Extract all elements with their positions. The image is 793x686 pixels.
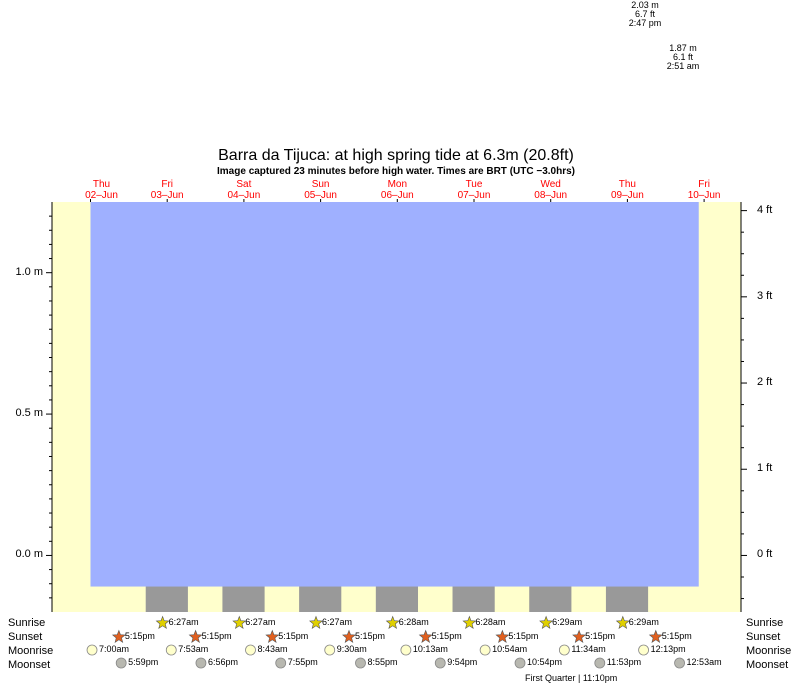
moonset-time: 12:53am bbox=[686, 657, 722, 667]
row-label-sunset-right: Sunset bbox=[746, 631, 781, 643]
moonrise-circle-icon bbox=[559, 645, 569, 655]
right-tick-label: 2 ft bbox=[757, 376, 773, 389]
sunset-star-icon bbox=[420, 631, 432, 643]
sunset-time: 5:15pm bbox=[201, 631, 232, 641]
left-tick-label: 1.0 m bbox=[15, 265, 43, 278]
moonset-circle-icon bbox=[276, 658, 286, 668]
moonset-circle-icon bbox=[595, 658, 605, 668]
sunset-time: 5:15pm bbox=[508, 631, 539, 641]
moonset-circle-icon bbox=[515, 658, 525, 668]
row-label-moonset-right: Moonset bbox=[746, 659, 789, 671]
sunset-time: 5:15pm bbox=[585, 631, 616, 641]
moonrise-time: 9:30am bbox=[336, 644, 367, 654]
row-label-sunset-left: Sunset bbox=[8, 631, 43, 643]
day-label-date: 04–Jun bbox=[227, 190, 261, 201]
sunset-star-icon bbox=[113, 631, 125, 643]
sunset-star-icon bbox=[343, 631, 355, 643]
high-water-1-time: 2:47 pm bbox=[628, 18, 662, 28]
right-tick-label: 4 ft bbox=[757, 203, 773, 216]
day-label-dow: Fri bbox=[698, 179, 710, 190]
high-water-label-2 bbox=[656, 44, 710, 71]
day-label bbox=[151, 179, 184, 201]
left-tick-label: 0.5 m bbox=[15, 407, 43, 420]
sunrise-star-icon bbox=[310, 617, 322, 629]
moonset-time: 6:56pm bbox=[207, 657, 238, 667]
sunrise-time: 6:29am bbox=[552, 617, 583, 627]
day-label bbox=[381, 179, 414, 201]
right-tick-label: 0 ft bbox=[757, 548, 773, 561]
sunset-time: 5:15pm bbox=[431, 631, 462, 641]
row-label-sunrise-right: Sunrise bbox=[746, 617, 784, 629]
day-label-date: 02–Jun bbox=[85, 190, 118, 201]
sunset-star-icon bbox=[266, 631, 278, 643]
left-tick-label: 0.0 m bbox=[15, 548, 43, 561]
moonrise-circle-icon bbox=[480, 645, 490, 655]
right-axis-ticks bbox=[741, 211, 747, 599]
day-label-dow: Sat bbox=[236, 179, 252, 190]
moonrise-circle-icon bbox=[245, 645, 255, 655]
day-label-dow: Wed bbox=[540, 179, 561, 190]
moonrise-time: 12:13pm bbox=[650, 644, 686, 654]
day-label-date: 07–Jun bbox=[457, 190, 491, 201]
day-label bbox=[227, 179, 260, 201]
moonrise-time: 11:34am bbox=[571, 644, 606, 654]
sunrise-time: 6:29am bbox=[628, 617, 659, 627]
sunrise-star-icon bbox=[233, 617, 245, 629]
sunrise-star-icon bbox=[156, 617, 168, 629]
day-label-date: 08–Jun bbox=[534, 190, 568, 201]
moonset-circle-icon bbox=[196, 658, 206, 668]
high-water-2-time: 2:51 am bbox=[666, 61, 700, 71]
sunrise-time: 6:27am bbox=[245, 617, 276, 627]
day-label bbox=[458, 179, 491, 201]
sunrise-star-icon bbox=[387, 617, 399, 629]
sunset-star-icon bbox=[573, 631, 585, 643]
day-label-dow: Sun bbox=[311, 179, 330, 190]
moonrise-time: 7:53am bbox=[178, 644, 209, 654]
day-label-date: 10–Jun bbox=[687, 190, 721, 201]
sunset-time: 5:15pm bbox=[124, 631, 155, 641]
high-water-label-1 bbox=[618, 1, 672, 28]
chart-title: Barra da Tijuca: at high spring tide at 6.3m (20.8ft) bbox=[218, 147, 574, 164]
day-label-dow: Mon bbox=[387, 179, 408, 190]
moonset-time: 7:55pm bbox=[287, 657, 318, 667]
sunrise-time: 6:28am bbox=[398, 617, 429, 627]
tide-water-area bbox=[91, 202, 699, 587]
sunrise-time: 6:28am bbox=[475, 617, 506, 627]
moonrise-circle-icon bbox=[166, 645, 176, 655]
row-label-moonrise-right: Moonrise bbox=[746, 645, 792, 657]
sunset-time: 5:15pm bbox=[278, 631, 309, 641]
row-label-moonrise-left: Moonrise bbox=[8, 645, 54, 657]
sunrise-star-icon bbox=[540, 617, 552, 629]
sunset-star-icon bbox=[189, 631, 201, 643]
moonset-circle-icon bbox=[116, 658, 126, 668]
moonset-time: 10:54pm bbox=[527, 657, 563, 667]
day-label-date: 05–Jun bbox=[304, 190, 337, 201]
day-label-dow: Fri bbox=[161, 179, 174, 190]
day-label-dow: Tue bbox=[465, 179, 483, 190]
moonset-circle-icon bbox=[675, 658, 685, 668]
moonrise-time: 7:00am bbox=[99, 644, 130, 654]
high-water-2-m: 1.87 m bbox=[669, 43, 697, 53]
day-label-dow: Thu bbox=[92, 179, 111, 190]
chart-subtitle: Image captured 23 minutes before high water. Times are BRT (UTC −3.0hrs) bbox=[217, 166, 575, 177]
moonset-time: 8:55pm bbox=[367, 657, 398, 667]
moonrise-time: 10:13am bbox=[412, 644, 448, 654]
moonset-circle-icon bbox=[435, 658, 445, 668]
left-axis-ticks bbox=[46, 216, 52, 598]
high-water-1-m: 2.03 m bbox=[631, 0, 659, 10]
sunset-time: 5:15pm bbox=[354, 631, 385, 641]
moon-phase-label: First Quarter | 11:10pm bbox=[525, 673, 618, 683]
moonset-time: 5:59pm bbox=[128, 657, 159, 667]
moonrise-circle-icon bbox=[325, 645, 335, 655]
sunrise-time: 6:27am bbox=[321, 617, 353, 627]
day-label bbox=[304, 179, 337, 201]
right-tick-label: 1 ft bbox=[757, 462, 773, 475]
sunset-star-icon bbox=[496, 631, 508, 643]
sunrise-star-icon bbox=[463, 617, 475, 629]
day-label bbox=[85, 179, 118, 201]
day-label-dow: Thu bbox=[618, 179, 636, 190]
moonset-time: 11:53pm bbox=[606, 657, 642, 667]
moonrise-circle-icon bbox=[87, 645, 97, 655]
moonrise-circle-icon bbox=[401, 645, 411, 655]
day-label bbox=[688, 179, 721, 201]
row-label-moonset-left: Moonset bbox=[8, 659, 51, 671]
day-label bbox=[534, 179, 567, 201]
day-label-date: 06–Jun bbox=[380, 190, 414, 201]
row-label-sunrise-left: Sunrise bbox=[8, 617, 46, 629]
sunset-time: 5:15pm bbox=[661, 631, 692, 641]
moonrise-circle-icon bbox=[639, 645, 649, 655]
day-label bbox=[611, 179, 644, 201]
day-label-date: 09–Jun bbox=[610, 190, 644, 201]
moonset-time: 9:54pm bbox=[447, 657, 478, 667]
day-label-date: 03–Jun bbox=[150, 190, 184, 201]
sunrise-star-icon bbox=[617, 617, 629, 629]
high-water-1-ft: 6.7 ft bbox=[634, 9, 655, 19]
right-tick-label: 3 ft bbox=[757, 289, 773, 302]
sunrise-time: 6:27am bbox=[168, 617, 199, 627]
high-water-2-ft: 6.1 ft bbox=[672, 52, 693, 62]
moonrise-time: 10:54am bbox=[492, 644, 528, 654]
sunset-star-icon bbox=[650, 631, 662, 643]
moonrise-time: 8:43am bbox=[257, 644, 288, 654]
moonset-circle-icon bbox=[355, 658, 365, 668]
